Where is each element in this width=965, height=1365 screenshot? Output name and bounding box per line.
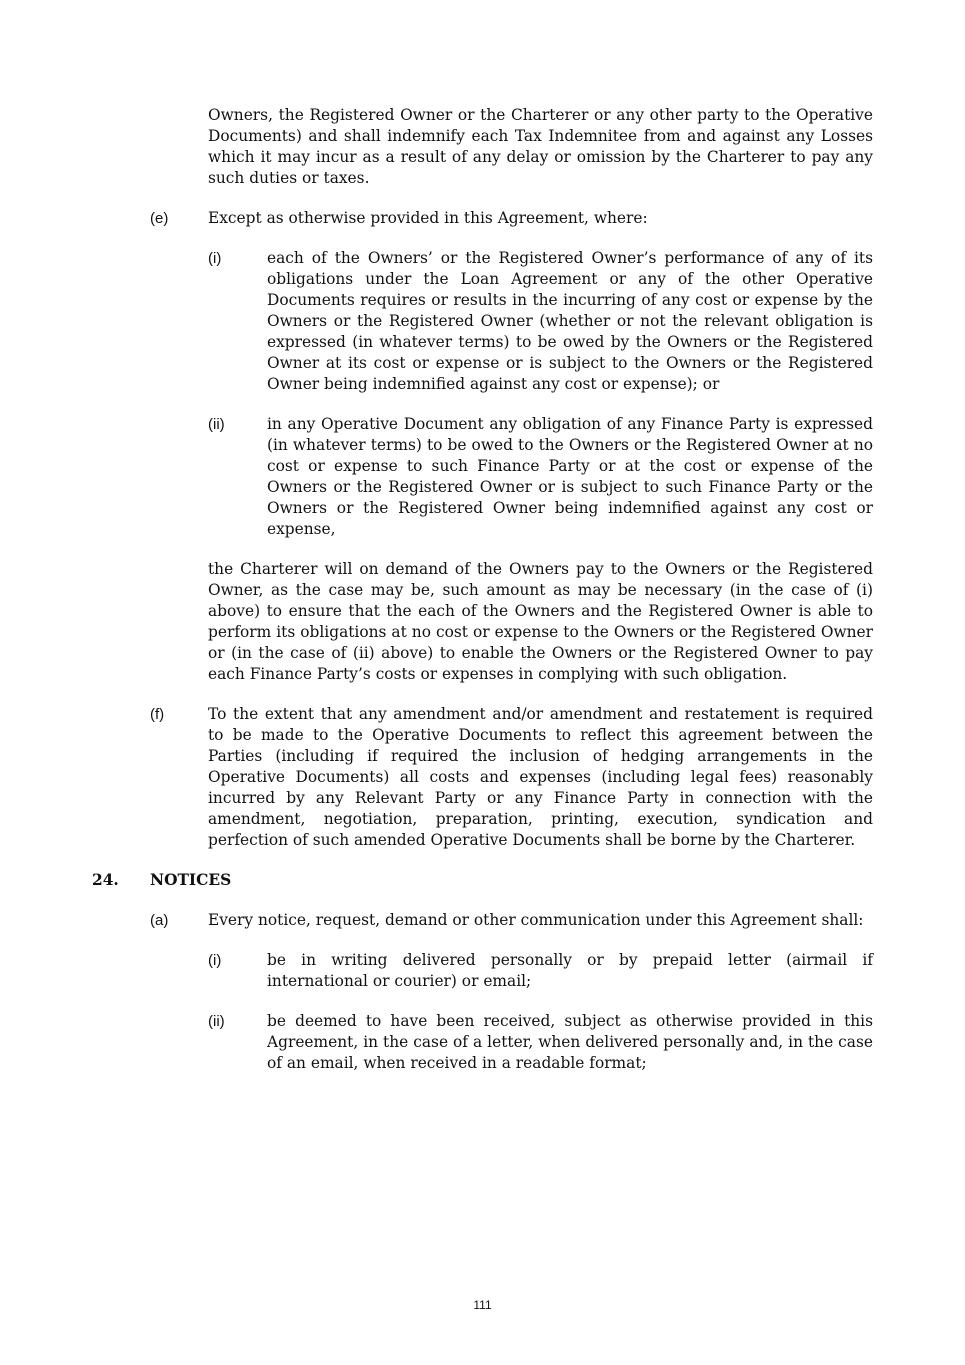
section-title: NOTICES (150, 871, 232, 889)
document-page (0, 105, 965, 1093)
clause-text: To the extent that any amendment and/or amendment and restatement is required to be made to the Operative Documents to reflect this agreement between the Parties (including if required the inclusion of hedging arrangements in the Operative Documents) all costs and expenses (including legal fees) reasonably incurred by any Relevant Party or any Finance Party in connection with the amendment, negotiation, preparation, printing, execution, syndication and perfection of such amended Operative Documents shall be borne by the Charterer. (208, 705, 873, 849)
item-label: (ii) (208, 1013, 225, 1030)
item-text: be deemed to have been received, subject as otherwise provided in this Agreement, in the case of a letter, when delivered personally and, in the case of an email, when received in a readable format; (267, 1012, 873, 1072)
page-number: 111 (473, 1298, 492, 1312)
item-label: (ii) (208, 416, 225, 433)
item-label: (i) (208, 952, 222, 969)
section-heading (92, 870, 965, 891)
clause-e (150, 208, 873, 229)
clause-text: Except as otherwise provided in this Agreement, where: (208, 209, 648, 227)
section-number: 24. (92, 871, 119, 889)
clause-a-ii (208, 1011, 873, 1074)
item-text: in any Operative Document any obligation of any Finance Party is expressed (in whatever terms) to be owed to the Owners or the Registered Owner at no cost or expense to such Finance Party or at the cost or expense of the Owners or the Registered Owner or is subject to such Finance Party or the Owners or the Registered Owner being indemnified against any cost or expense, (267, 415, 873, 538)
clause-e-closing: the Charterer will on demand of the Owners pay to the Owners or the Registered Owner, as the case may be, such amount as may be necessary (in the case of (i) above) to ensure that the each of the Owners and the Registered Owner is able to perform its obligations at no cost or expense to the Owners or the Registered Owner or (in the case of (ii) above) to enable the Owners or the Registered Owner to pay each Finance Party’s costs or expenses in complying with such obligation. (208, 560, 873, 683)
clause-label: (e) (150, 210, 169, 227)
clause-a-i (208, 950, 873, 992)
clause-a (150, 910, 873, 931)
clause-e-ii (208, 414, 873, 540)
item-text: be in writing delivered personally or by prepaid letter (airmail if international or courier) or email; (267, 951, 873, 990)
clause-e-i (208, 248, 873, 395)
carry-over-paragraph: Owners, the Registered Owner or the Charterer or any other party to the Operative Documents) and shall indemnify each Tax Indemnitee from and against any Losses which it may incur as a result of any delay or omission by the Charterer to pay any such duties or taxes. (208, 106, 873, 187)
item-text: each of the Owners’ or the Registered Owner’s performance of any of its obligations under the Loan Agreement or any of the other Operative Documents requires or results in the incurring of any cost or expense by the Owners or the Registered Owner (whether or not the relevant obligation is expressed (in whatever terms) to be owed by the Owners or the Registered Owner at its cost or expense or is subject to the Owners or the Registered Owner being indemnified against any cost or expense); or (267, 249, 873, 393)
clause-label: (f) (150, 706, 165, 723)
clause-label: (a) (150, 912, 169, 929)
item-label: (i) (208, 250, 222, 267)
clause-f (150, 704, 873, 851)
clause-text: Every notice, request, demand or other communication under this Agreement shall: (208, 911, 864, 929)
